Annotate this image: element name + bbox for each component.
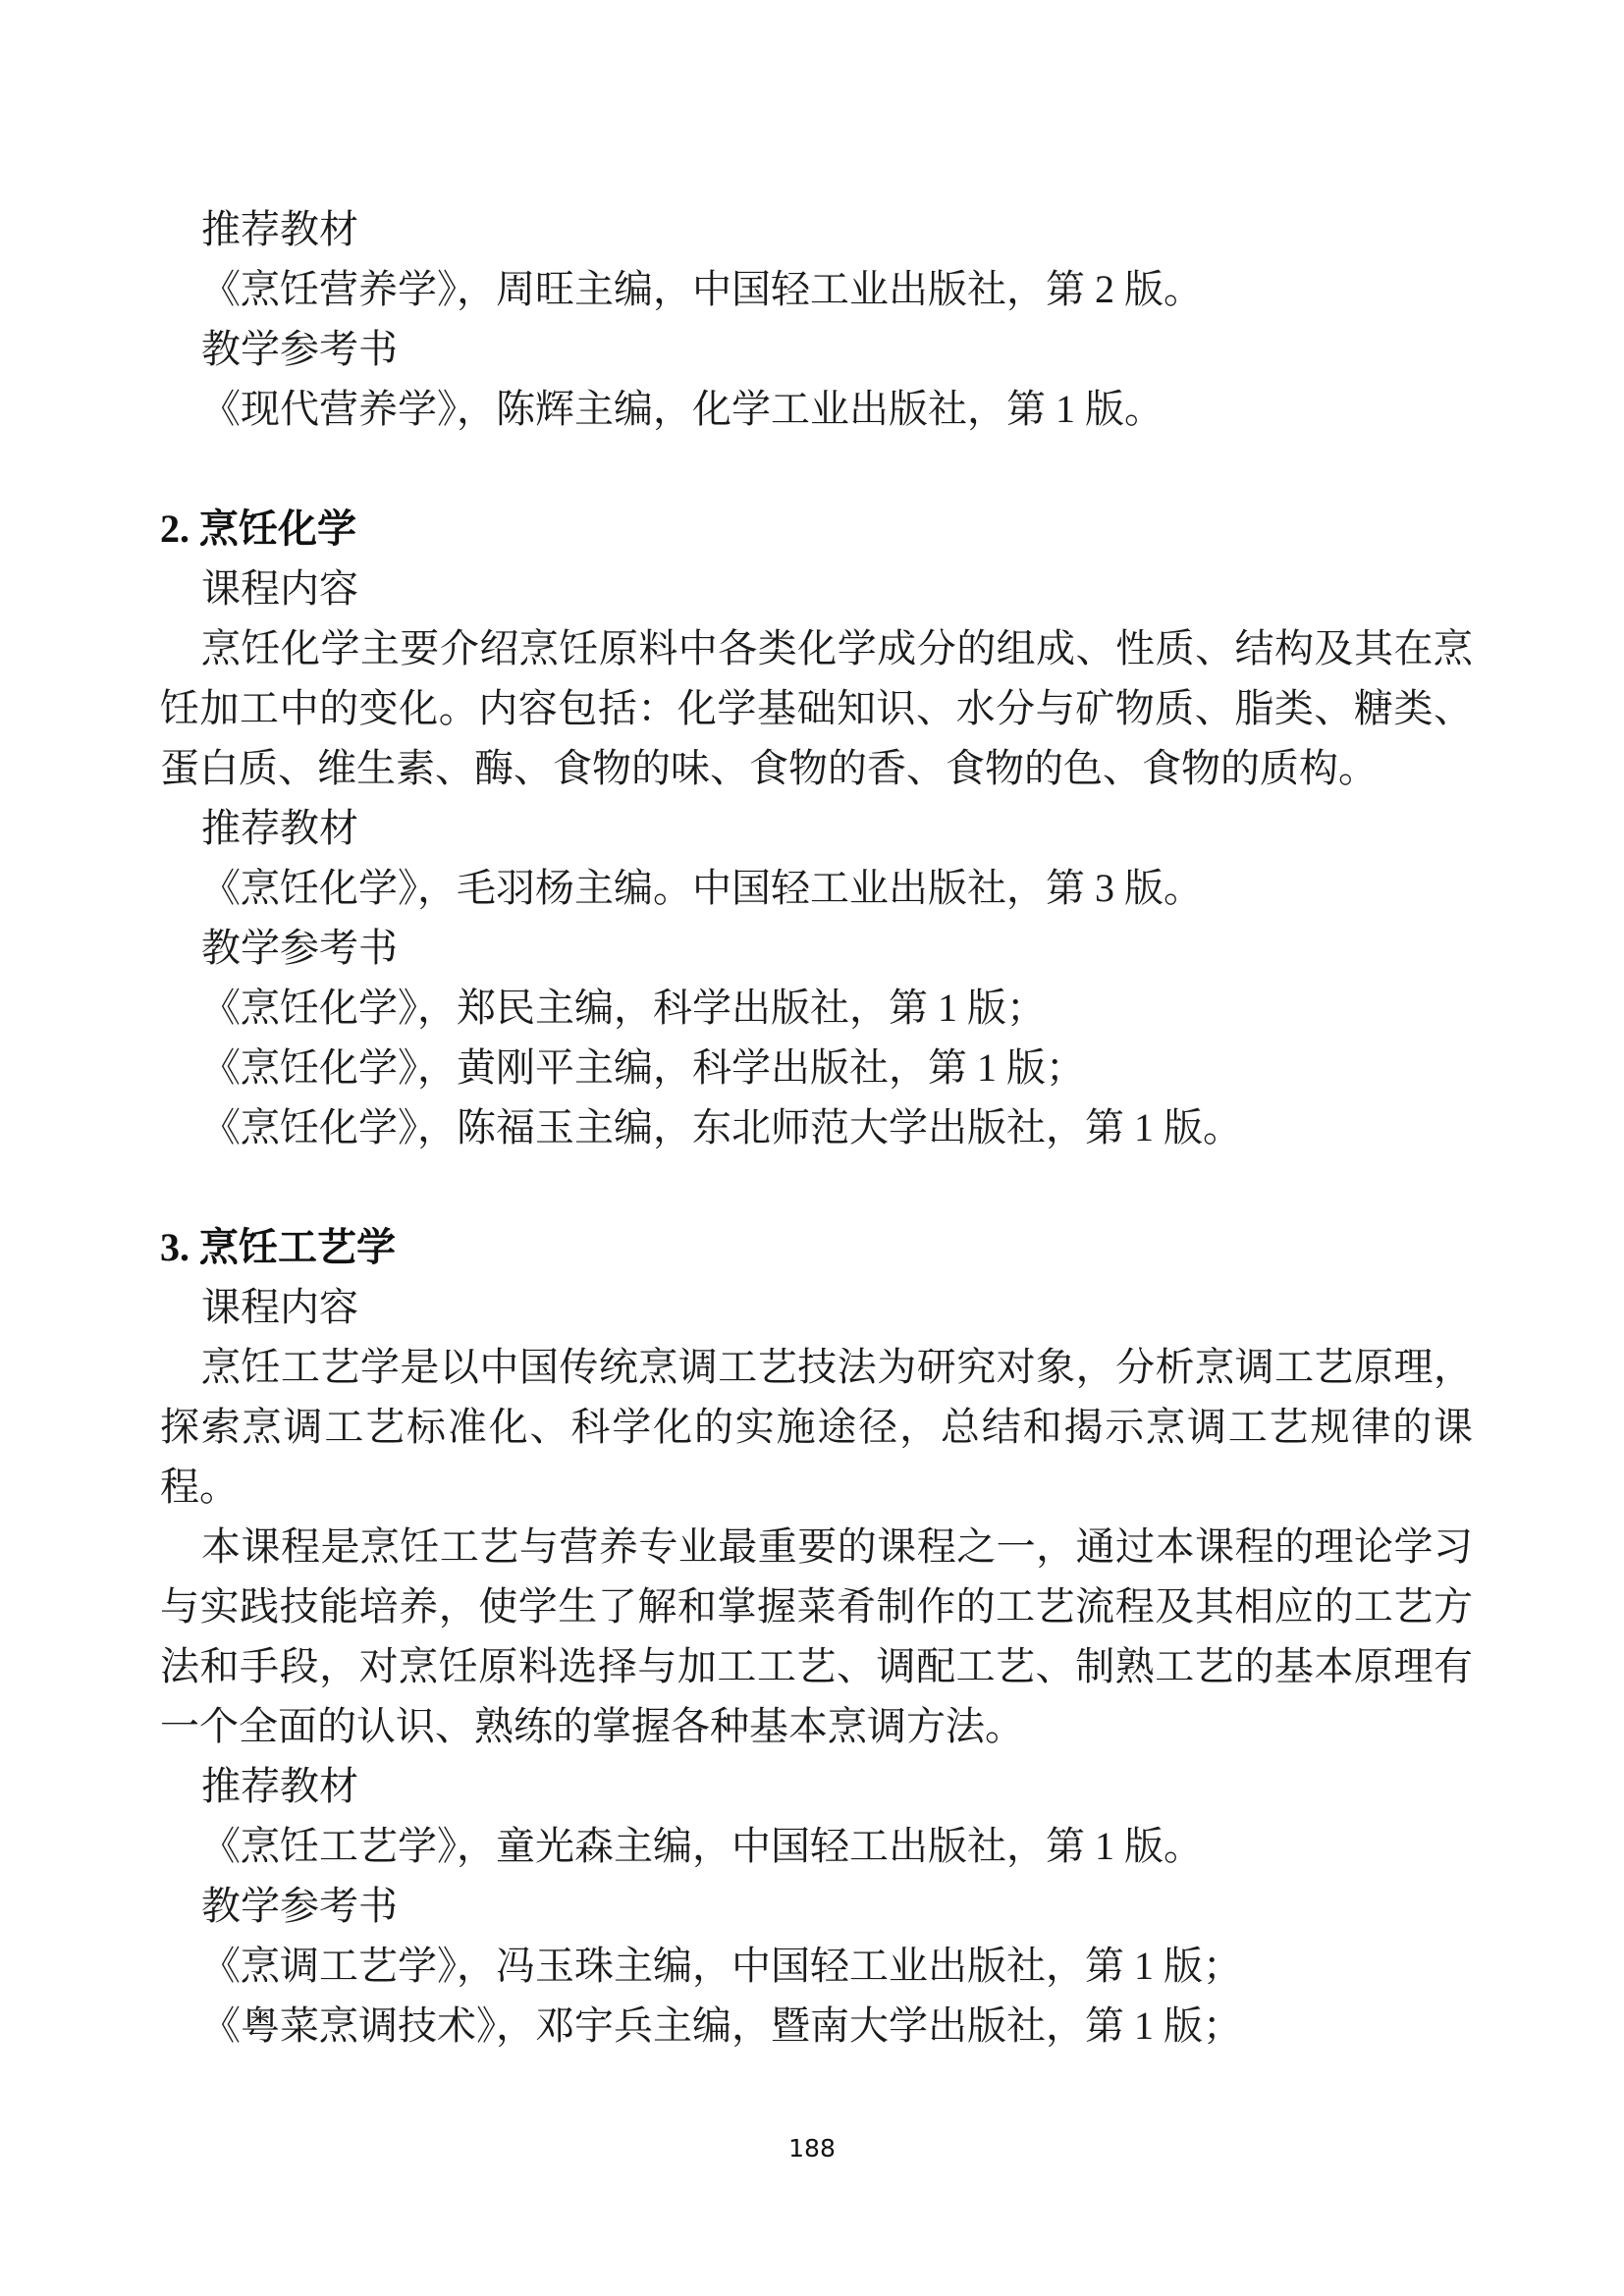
section-heading-cooking-chemistry: 2. 烹饪化学: [160, 507, 356, 551]
section-heading-cooking-technology: 3. 烹饪工艺学: [160, 1225, 396, 1269]
book-reference: 《烹饪化学》，陈福玉主编，东北师范大学出版社，第 1 版。: [201, 1105, 1242, 1149]
recommended-textbook-label: 推荐教材: [201, 1764, 358, 1808]
recommended-textbook-label: 推荐教材: [201, 806, 358, 850]
document-body: [160, 199, 1473, 2056]
book-reference: 《烹饪营养学》，周旺主编，中国轻工业出版社，第 2 版。: [201, 267, 1203, 311]
course-content-label: 课程内容: [201, 1285, 358, 1329]
book-reference: 《烹饪化学》，黄刚平主编，科学出版社，第 1 版；: [201, 1045, 1085, 1090]
teaching-reference-label: 教学参考书: [201, 926, 398, 970]
book-reference: 《粤菜烹调技术》，邓宇兵主编，暨南大学出版社，第 1 版；: [201, 2003, 1242, 2048]
teaching-reference-label: 教学参考书: [201, 327, 398, 371]
book-reference: 《烹饪化学》，毛羽杨主编。中国轻工业出版社，第 3 版。: [201, 866, 1203, 910]
course-description-paragraph: 烹饪化学主要介绍烹饪原料中各类化学成分的组成、性质、结构及其在烹饪加工中的变化。内容包括：化学基础知识、水分与矿物质、脂类、糖类、蛋白质、维生素、酶、食物的味、食物的香、食物的色、食物的质构。: [160, 626, 1473, 790]
teaching-reference-label: 教学参考书: [201, 1884, 398, 1928]
course-description-paragraph: 本课程是烹饪工艺与营养专业最重要的课程之一，通过本课程的理论学习与实践技能培养，使学生了解和掌握菜肴制作的工艺流程及其相应的工艺方法和手段，对烹饪原料选择与加工工艺、调配工艺、制熟工艺的基本原理有一个全面的认识、熟练的掌握各种基本烹调方法。: [160, 1524, 1473, 1748]
course-content-label: 课程内容: [201, 566, 358, 611]
page-number: 188: [788, 2134, 836, 2163]
recommended-textbook-label: 推荐教材: [201, 207, 358, 251]
book-reference: 《烹饪工艺学》，童光森主编，中国轻工出版社，第 1 版。: [201, 1824, 1203, 1868]
book-reference: 《烹调工艺学》，冯玉珠主编，中国轻工业出版社，第 1 版；: [201, 1944, 1242, 1988]
book-reference: 《现代营养学》，陈辉主编，化学工业出版社，第 1 版。: [201, 387, 1164, 431]
book-reference: 《烹饪化学》，郑民主编，科学出版社，第 1 版；: [201, 986, 1046, 1030]
course-description-paragraph: 烹饪工艺学是以中国传统烹调工艺技法为研究对象，分析烹调工艺原理，探索烹调工艺标准化、科学化的实施途径，总结和揭示烹调工艺规律的课程。: [160, 1345, 1473, 1509]
